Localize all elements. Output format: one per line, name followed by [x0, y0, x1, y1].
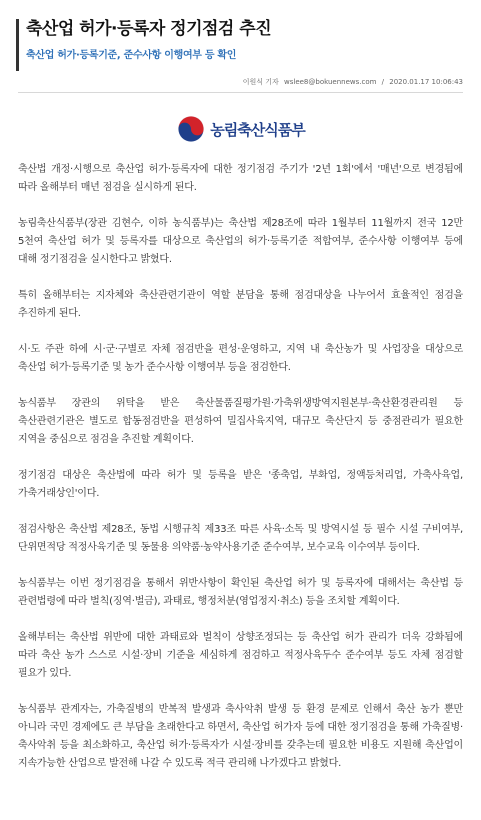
article-paragraph: 농식품부는 이번 정기점검을 통해서 위반사항이 확인된 축산업 허가 및 등록자에 대해서는 축산법 등 관련법령에 따라 벌칙(징역·벌금), 과태료, 행정처분(영업정지·취소) 등을 조치할 계획이다.: [18, 578, 463, 607]
reporter-email[interactable]: wslee8@bokuennews.com: [284, 78, 377, 86]
ministry-logo: [0, 111, 481, 147]
article-paragraph: 올해부터는 축산법 위반에 대한 과태료와 벌칙이 상향조정되는 등 축산업 허가 관리가 더욱 강화됨에 따라 축산 농가 스스로 시설·장비 기준을 세심하게 점검하고 적정사육두수 준수여부 등도 자체 점검할 필요가 있다.: [18, 632, 463, 679]
article-paragraph: 정기점검 대상은 축산법에 따라 허가 및 등록을 받은 '종축업, 부화업, 정액등처리업, 가축사육업, 가축거래상인'이다.: [18, 470, 463, 499]
article-header: [0, 0, 481, 63]
article-paragraph: 점검사항은 축산법 제28조, 동법 시행규칙 제33조 따른 사육·소독 및 방역시설 등 필수 시설 구비여부, 단위면적당 적정사육기준 및 동물용 의약품·농약사용기준 준수여부, 보수교육 이수여부 등이다.: [18, 524, 463, 553]
ministry-logo-text: 농림축산식품부: [210, 120, 305, 139]
taegeuk-emblem-icon: [176, 114, 206, 144]
article-subtitle: 축산업 허가·등록기준, 준수사항 이행여부 등 확인: [26, 50, 237, 61]
meta-separator: /: [381, 78, 385, 86]
article-paragraph: 축산법 개정·시행으로 축산업 허가·등록자에 대한 정기점검 주기가 '2년 1회'에서 '매년'으로 변경됨에 따라 올해부터 매년 점검을 실시하게 된다.: [18, 164, 463, 193]
article-paragraph: 농림축산식품부(장관 김현수, 이하 농식품부)는 축산법 제28조에 따라 1월부터 11월까지 전국 12만 5천여 축산업 허가 및 등록자를 대상으로 축산업의 허가·등록기준 적합여부, 준수사항 이행여부 등에 대해 정기점검을 실시한다고 밝혔다.: [18, 218, 463, 265]
publish-date: 2020.01.17 10:06:43: [389, 78, 463, 86]
title-accent-bar: [16, 19, 19, 71]
article-title: 축산업 허가·등록자 정기점검 추진: [26, 19, 272, 39]
article-meta: [18, 77, 463, 93]
article-paragraph: 농식품부 관계자는, 가축질병의 반복적 발생과 축사악취 발생 등 환경 문제로 인해서 축산 농가 뿐만 아니라 국민 경제에도 큰 부담을 초래한다고 하면서, 축산업 허가자 등에 대한 정기점검을 통해 가축질병·축사악취 등을 최소화하고, 축산업 허가·등록자가 시설·장비를 갖추는데 필요한 비용도 지원해 축산업이 지속가능한 산업으로 발전해 나갈 수 있도록 적극 관리해 나가겠다고 밝혔다.: [18, 704, 463, 769]
article-body: [0, 147, 481, 773]
reporter-name: 이원식 기자: [242, 78, 279, 86]
article-paragraph: 시·도 주관 하에 시·군·구별로 자체 점검반을 편성·운영하고, 지역 내 축산농가 및 사업장을 대상으로 축산업 허가·등록기준 및 농가 준수사항 이행여부 등을 점검한다.: [18, 344, 463, 373]
article-paragraph: 농식품부 장관의 위탁을 받은 축산물품질평가원·가축위생방역지원본부·축산환경관리원 등 축산관련기관은 별도로 합동점검반을 편성하여 밀집사육지역, 대규모 축산단지 등 중점관리가 필요한 지역을 중심으로 점검을 추진할 계획이다.: [18, 398, 463, 445]
article-paragraph: 특히 올해부터는 지자체와 축산관련기관이 역할 분담을 통해 점검대상을 나누어서 효율적인 점검을 추진하게 된다.: [18, 290, 463, 319]
